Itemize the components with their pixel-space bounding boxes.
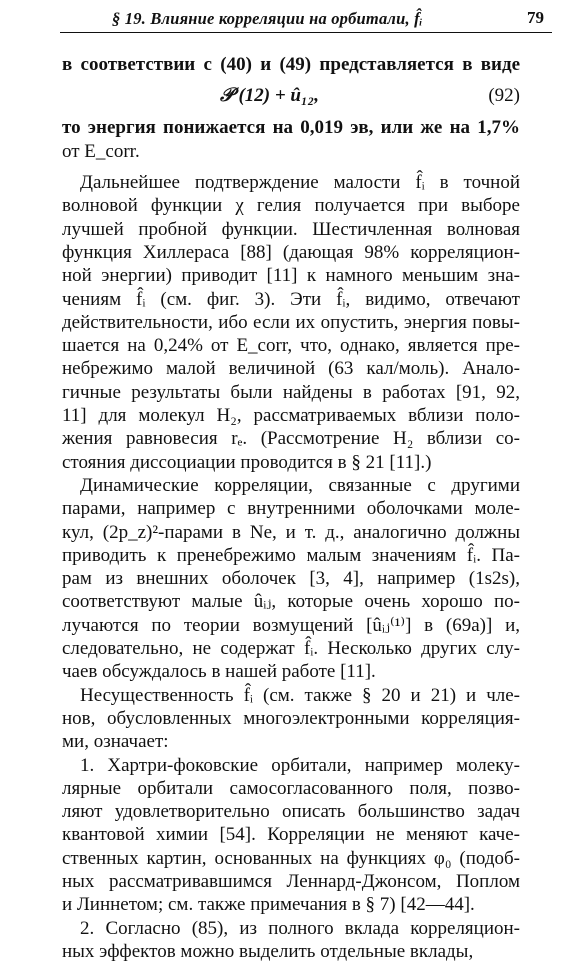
text-line: ных рассматривавшимся Леннард-Джонсом, Поплом [62, 871, 520, 892]
text-line: ной энергии) приводит [11] к намного меньшим зна- [62, 265, 520, 287]
text-line: ственных картин, основанных на функциях φ₀ (подоб- [62, 847, 520, 869]
text-line: Дальнейшее подтверждение малости f̂ᵢ в точной [80, 172, 520, 193]
running-header [60, 6, 552, 33]
text-line: гичные результаты были найдены в работах [91, 92, [62, 381, 520, 403]
text-line: квантовой химии [54]. Корреляции не меняют каче- [62, 824, 520, 846]
text-line: действительности, ибо если их опустить, энергия повы- [62, 311, 520, 333]
text-line: ляют удовлетворительно описать большинство задач [62, 801, 520, 823]
text-line: лучшей пробной функции. Шестичленная волновая [62, 218, 520, 240]
page-number: 79 [527, 8, 544, 27]
text-line: следовательно, не содержат f̂ᵢ. Несколько других слу- [62, 638, 520, 659]
running-header-title: § 19. Влияние корреляции на орбитали, f̂ᵢ [112, 9, 423, 28]
text-line: волновой функции χ гелия получается при выборе [62, 195, 520, 217]
text-line: 1. Хартри-фоковские орбитали, например молеку- [80, 754, 520, 776]
text-line: рам из внешних оболочек [3, 4], например (1s2s), [62, 568, 520, 590]
text-line: 2. Согласно (85), из полного вклада корреляцион- [80, 917, 520, 939]
equation-number: (92) [488, 85, 520, 106]
text-line: чениям f̂ᵢ (см. фиг. 3). Эти f̂ᵢ, видимо, отвечают [62, 288, 520, 310]
text-line-intro: в соответствии с (40) и (49) представляется в виде [62, 54, 520, 75]
text-line: приводить к пренебрежимо малым значениям f̂ᵢ. Па- [62, 544, 520, 566]
text-line: небрежимо малой величиной (63 кал/моль). Анало- [62, 358, 520, 380]
text-line: от E_corr. [62, 141, 140, 162]
text-line: ных эффектов можно выделить отдельные вклады, [62, 940, 474, 962]
text-line: Несущественность f̂ᵢ (см. также § 20 и 21) и чле- [80, 684, 520, 706]
text-line: лярные орбитали самосогласованного поля, позво- [62, 777, 520, 799]
text-line: и Линнетом; см. также примечания в § 7) [42—44]. [62, 894, 475, 916]
text-line: кул, (2p_z)²-парами в Ne, и т. д., аналогично должны [62, 521, 520, 543]
text-line: чаев обсуждалось в нашей работе [11]. [62, 661, 376, 683]
text-line: то энергия понижается на 0,019 эв, или же на 1,7% [62, 117, 520, 138]
text-line: Динамические корреляции, связанные с другими [80, 474, 520, 496]
text-line: лучаются по теории возмущений [ûᵢⱼ⁽¹⁾] в (69а)] и, [62, 614, 520, 636]
text-line: стояния диссоциации проводится в § 21 [11].) [62, 451, 432, 473]
display-equation [62, 82, 520, 110]
text-line: жения равновесия rₑ. (Рассмотрение H₂ вблизи со- [62, 428, 520, 450]
text-line: 11] для молекул H₂, рассматриваемых вблизи поло- [62, 405, 520, 426]
text-line: ми, означает: [62, 731, 169, 753]
text-line: функция Хиллераса [88] (дающая 98% корреляцион- [62, 241, 520, 263]
text-line: шается на 0,24% от E_corr, что, однако, является пре- [62, 335, 520, 357]
text-line: парами, например с внутренними оболочками моле- [62, 498, 520, 520]
equation-expression: 𝒫 (12) + û₁₂, [220, 85, 319, 106]
text-line: нов, обусловленных многоэлектронными корреляция- [62, 707, 520, 729]
text-line: соответствуют малые ûᵢⱼ, которые очень хорошо по- [62, 591, 520, 613]
